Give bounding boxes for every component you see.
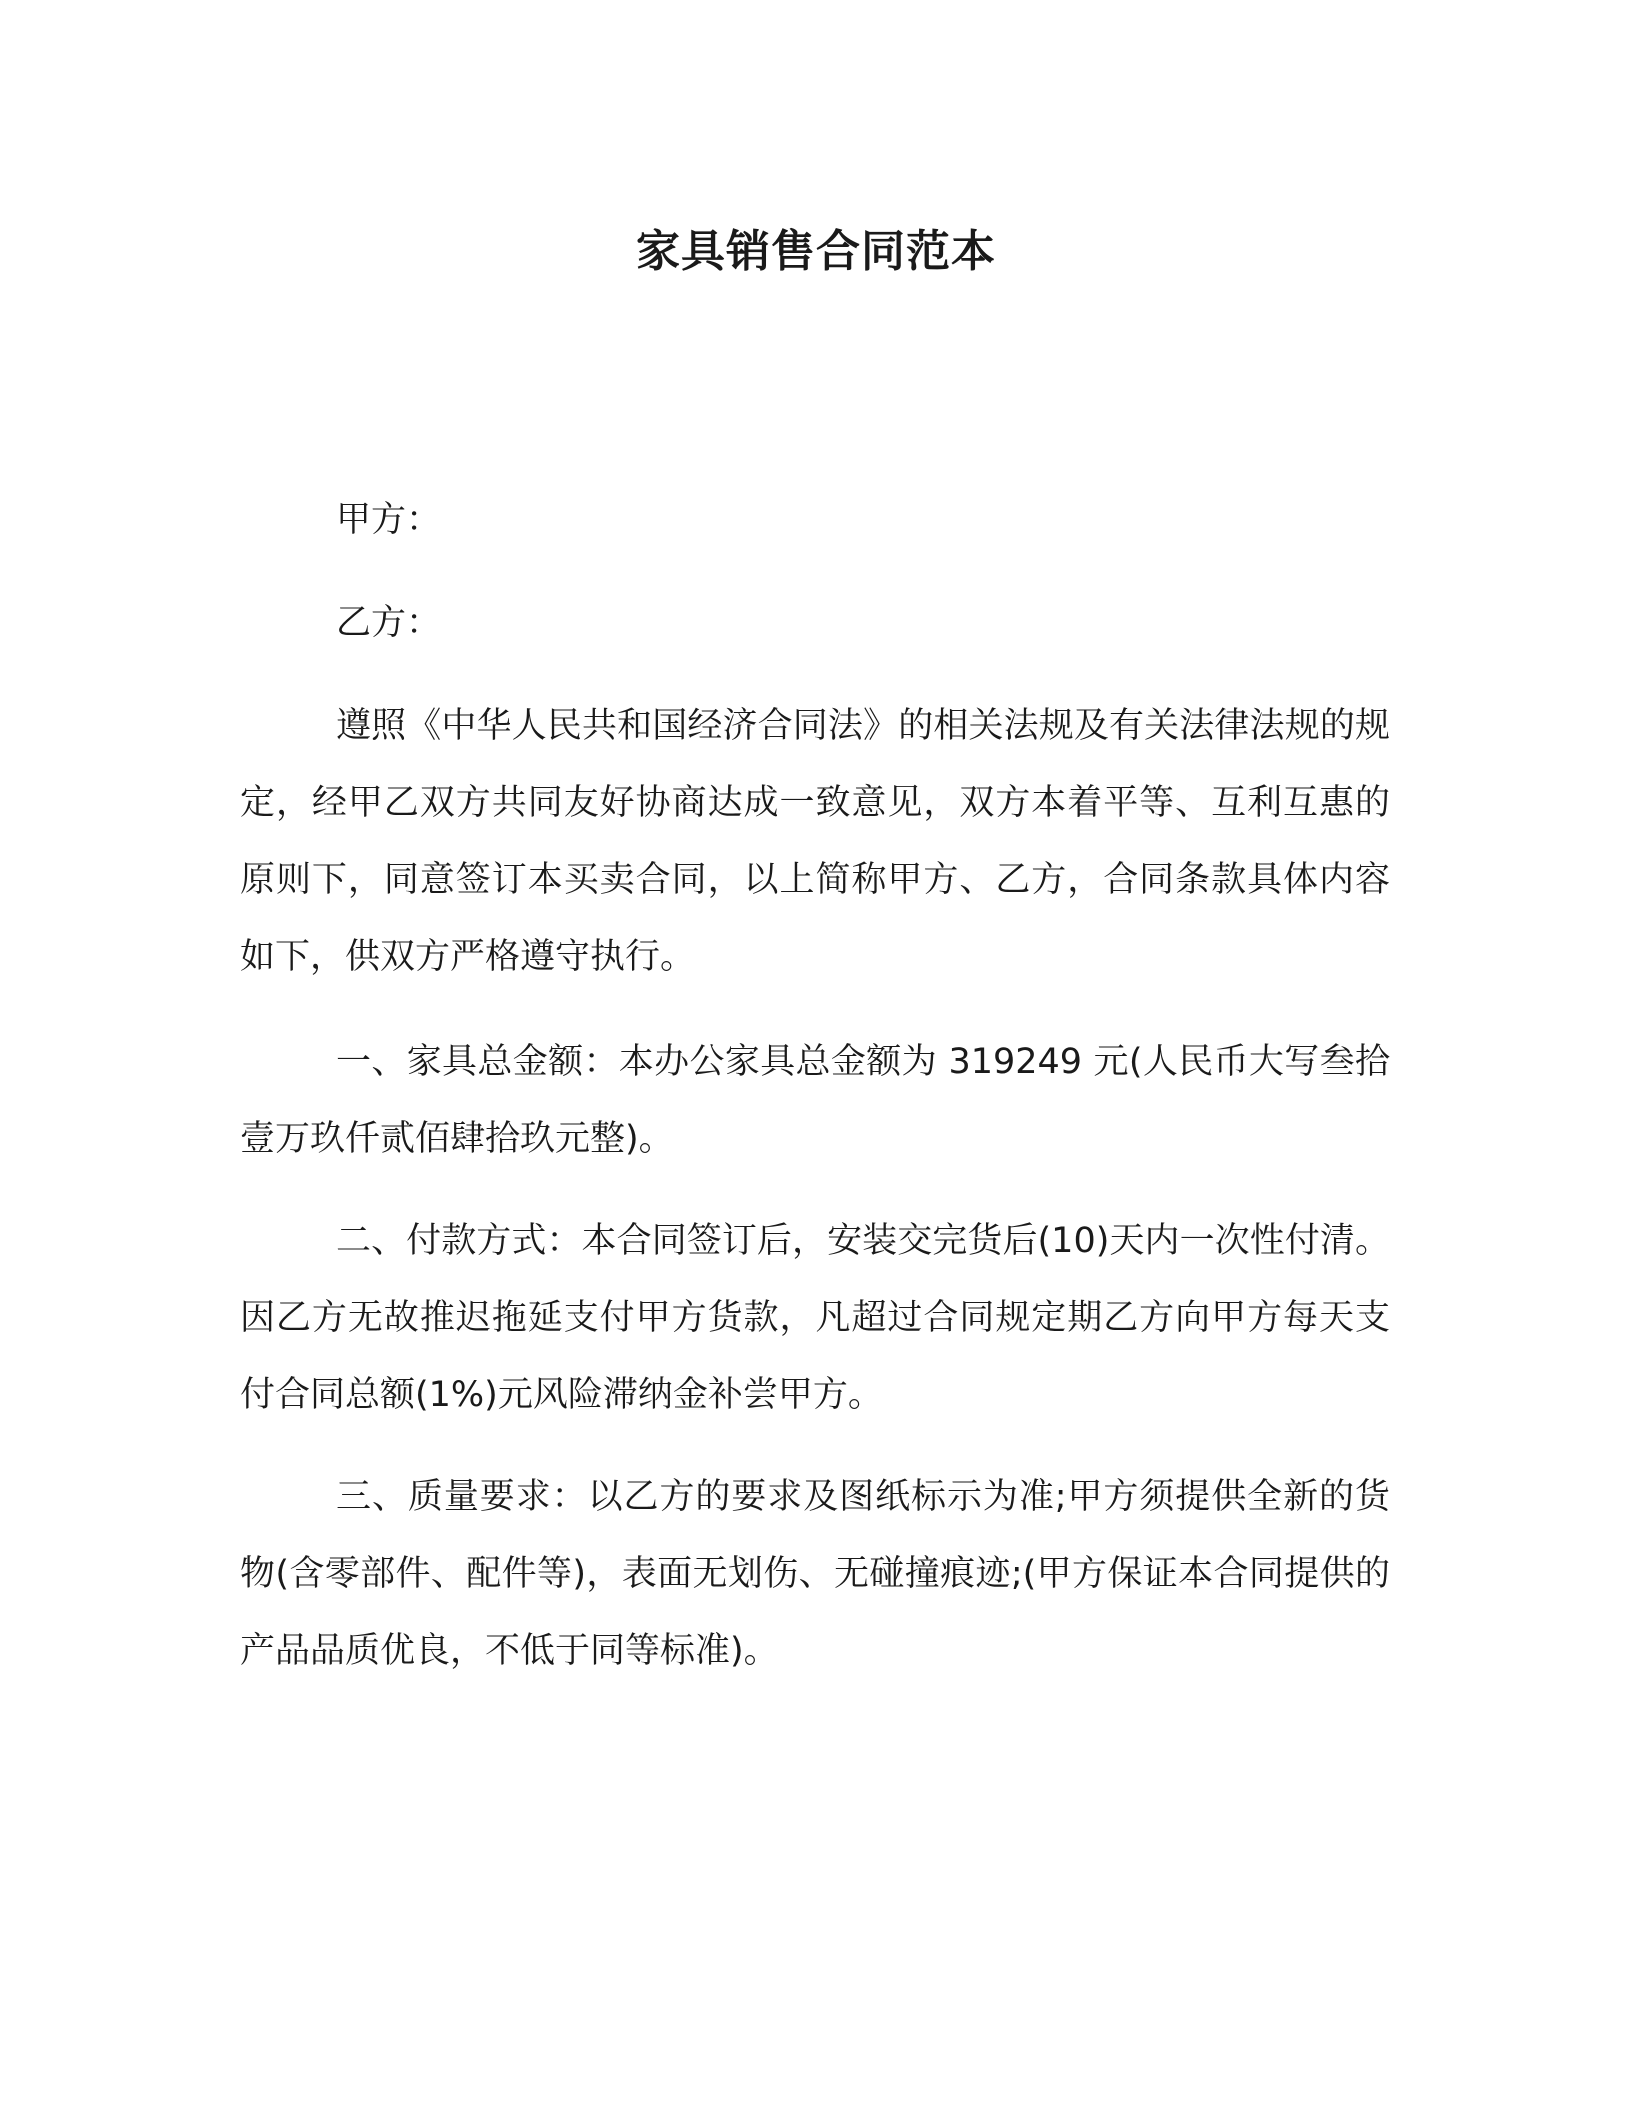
paragraph-clause-2: 二、付款方式：本合同签订后，安装交完货后(10)天内一次性付清。因乙方无故推迟拖延支付甲方货款，凡超过合同规定期乙方向甲方每天支付合同总额(1%)元风险滞纳金补尝甲方。 [240, 1221, 1390, 1415]
paragraph-preamble: 遵照《中华人民共和国经济合同法》的相关法规及有关法律法规的规定，经甲乙双方共同友好协商达成一致意见，双方本着平等、互利互惠的原则下，同意签订本买卖合同，以上简称甲方、乙方，合同条款具体内容如下，供双方严格遵守执行。 [240, 706, 1390, 977]
document-title: 家具销售合同范本 [636, 226, 996, 277]
paragraph-clause-3: 三、质量要求：以乙方的要求及图纸标示为准;甲方须提供全新的货物(含零部件、配件等)，表面无划伤、无碰撞痕迹;(甲方保证本合同提供的产品品质优良，不低于同等标准)。 [240, 1477, 1390, 1671]
party-a-label: 甲方： [336, 500, 442, 540]
party-b-label: 乙方： [336, 603, 442, 643]
paragraph-clause-1: 一、家具总金额：本办公家具总金额为 319249 元(人民币大写叁拾壹万玖仟贰佰肆拾玖元整)。 [240, 1042, 1390, 1159]
